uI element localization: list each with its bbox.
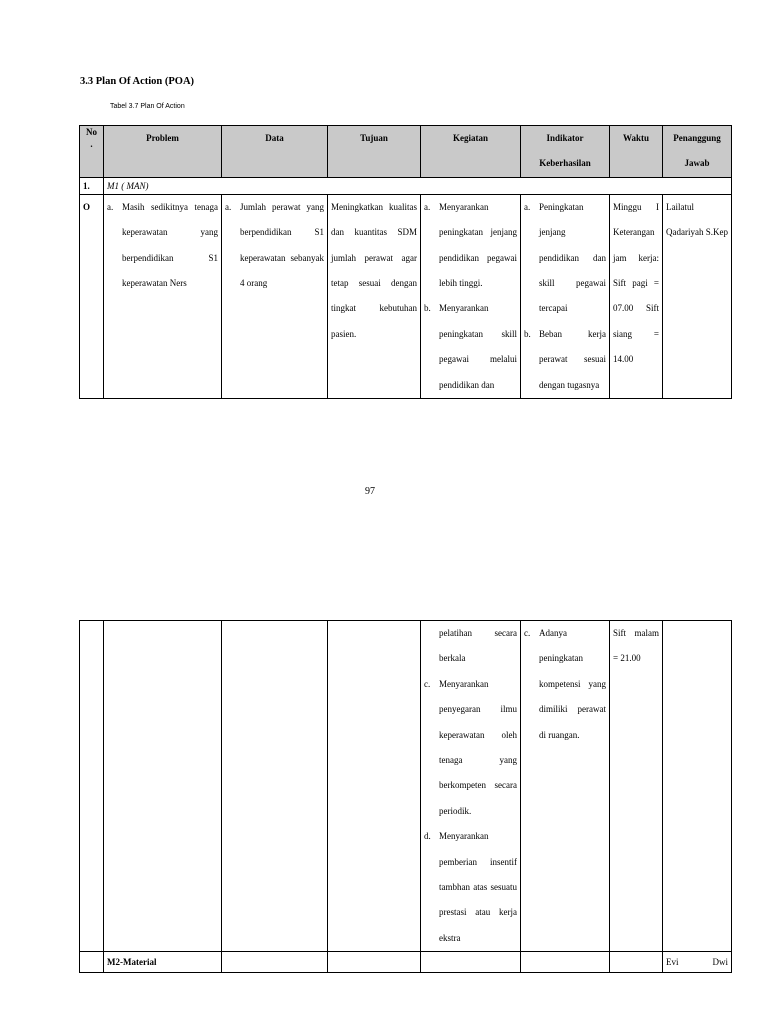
row-cont-indikator <box>521 621 610 952</box>
header-no: No . <box>80 126 104 178</box>
row-m2-number <box>80 952 104 973</box>
row-main-waktu: Minggu I Keterangan jam kerja: Sift pagi = 07.00 Sift siang = 14.00 <box>610 194 663 398</box>
row-cont-waktu: Sift malam = 21.00 <box>610 621 663 952</box>
table-caption: Tabel 3.7 Plan Of Action <box>110 103 185 110</box>
row-m2-kegiatan <box>421 952 521 973</box>
poa-table-part-2 <box>79 620 732 973</box>
list-item: b. Menyarankan peningkatan skill pegawai melalui pendidikan dan <box>424 303 517 390</box>
header-indikator: Indikator Keberhasilan <box>521 126 610 178</box>
row-main-data: a. Jumlah perawat yang berpendidikan S1 keperawatan sebanyak 4 orang <box>222 194 328 398</box>
list-item: c. Menyarankan penyegaran ilmu keperawatan oleh tenaga yang berkompeten secara periodik. <box>424 678 517 816</box>
row-main-penanggung-jawab: Lailatul Qadariyah S.Kep <box>663 194 732 398</box>
table-header-row <box>80 126 732 178</box>
row-main-problem: a. Masih sedikitnya tenaga keperawatan yang berpendidikan S1 keperawatan Ners <box>104 194 222 398</box>
row-main-tujuan: Meningkatkan kualitas dan kuantitas SDM jumlah perawat agar tetap sesuai dengan tingkat kebutuhan pasien. <box>328 194 421 398</box>
row-m1-number: 1. <box>80 177 104 194</box>
header-tujuan: Tujuan <box>328 126 421 178</box>
table-row-m2 <box>80 952 732 973</box>
row-m2-title: M2-Material <box>104 952 222 973</box>
list-item: pelatihan secara berkala <box>439 628 517 664</box>
list-item: a. Peningkatan jenjang pendidikan dan skill pegawai tercapai <box>524 201 606 314</box>
row-main-indikator <box>521 194 610 398</box>
header-kegiatan: Kegiatan <box>421 126 521 178</box>
table-row-main <box>80 194 732 398</box>
row-cont-kegiatan <box>421 621 521 952</box>
table-row-m1 <box>80 177 732 194</box>
table-row-continued <box>80 621 732 952</box>
row-m1-title: M1 ( MAN) <box>104 177 732 194</box>
list-item: a. Menyarankan peningkatan jenjang pendidikan pegawai lebih tinggi. <box>424 201 517 289</box>
header-penanggung-jawab: Penanggung Jawab <box>663 126 732 178</box>
poa-table-part-1 <box>79 125 732 399</box>
header-waktu: Waktu <box>610 126 663 178</box>
row-cont-data <box>222 621 328 952</box>
header-data: Data <box>222 126 328 178</box>
list-item: c. Adanya peningkatan kompetensi yang dimiliki perawat di ruangan. <box>524 628 606 740</box>
header-problem: Problem <box>104 126 222 178</box>
row-m2-data <box>222 952 328 973</box>
row-m2-indikator <box>521 952 610 973</box>
row-main-kegiatan <box>421 194 521 398</box>
row-m2-tujuan <box>328 952 421 973</box>
row-cont-number <box>80 621 104 952</box>
row-m2-waktu <box>610 952 663 973</box>
page-number: 97 <box>365 486 375 497</box>
row-m2-penanggung-jawab: Evi Dwi <box>663 952 732 973</box>
row-cont-penanggung-jawab <box>663 621 732 952</box>
section-title: 3.3 Plan Of Action (POA) <box>80 76 195 87</box>
list-item: d. Menyarankan pemberian insentif tambhan atas sesuatu prestasi atau kerja ekstra <box>424 831 517 943</box>
list-item: b. Beban kerja perawat sesuai dengan tugasnya <box>524 328 606 390</box>
row-cont-problem <box>104 621 222 952</box>
row-cont-tujuan <box>328 621 421 952</box>
row-main-number: O <box>80 194 104 398</box>
